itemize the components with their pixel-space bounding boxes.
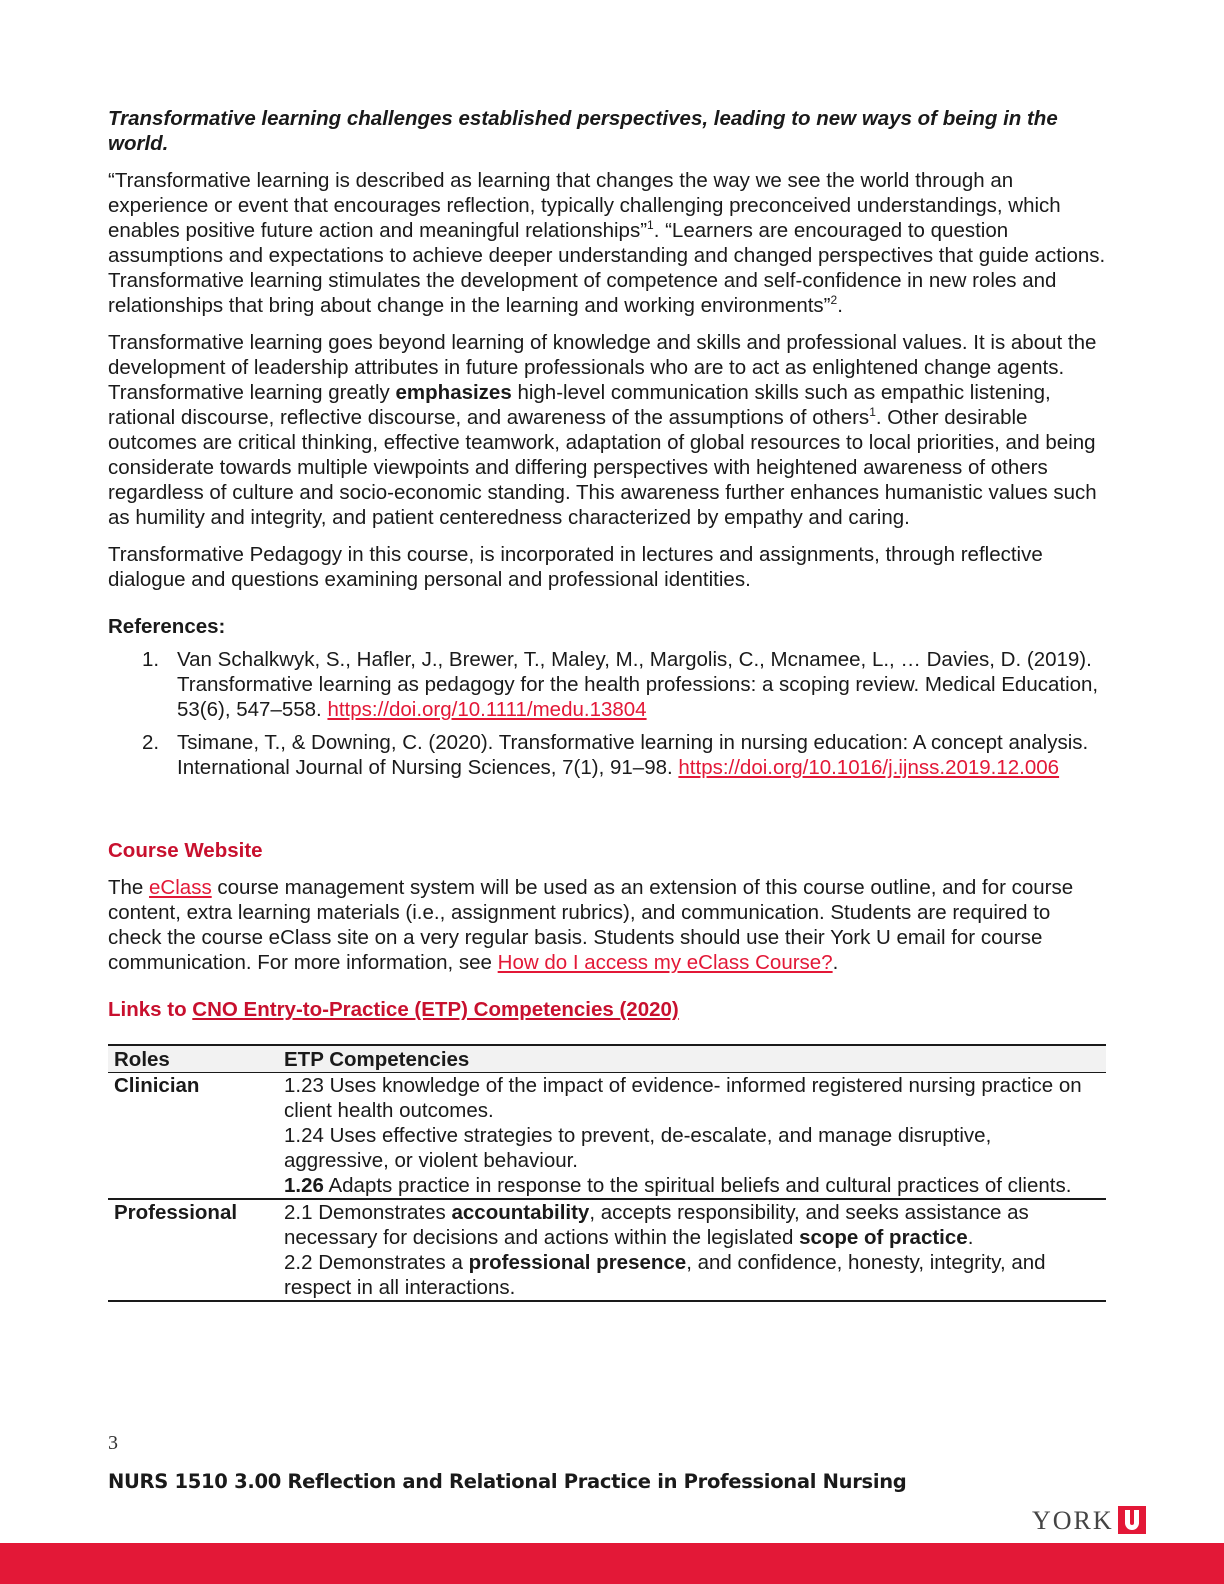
competencies-cell (278, 1199, 1106, 1301)
york-u-mark-icon (1118, 1506, 1146, 1534)
paragraph-pedagogy: Transformative Pedagogy in this course, is incorporated in lectures and assignments, through reflective dialogue and questions examining personal and professional identities. (108, 543, 1043, 591)
competencies-table (108, 1044, 1106, 1302)
paragraph-leadership: Transformative learning goes beyond learning of knowledge and skills and professional values. It is about the development of leadership attributes in future professionals who are to act as enlightened change agents. Transformative learning greatly emphasizes high-level communication skills such as empathic listening, rational discourse, reflective discourse, and awareness of the assumptions of others$^1$. Other desirable outcomes are critical thinking, effective teamwork, adaptation of global resources to local priorities, and being considerate towards multiple viewpoints and differing perspectives with heightened awareness of others regardless of culture and socio-economic standing. This awareness further enhances humanistic values such as humility and integrity, and patient centeredness characterized by empathy and caring. (108, 331, 1097, 529)
logo-wordmark: YORK (1032, 1506, 1114, 1535)
role-professional: Professional (108, 1199, 278, 1301)
table-header-row (108, 1045, 1106, 1073)
reference-doi-link[interactable]: https://doi.org/10.1016/j.ijnss.2019.12.006 (678, 756, 1060, 779)
page-number: 3 (108, 1432, 118, 1454)
references-heading: References: (108, 615, 226, 638)
reference-item: 1. Van Schalkwyk, S., Hafler, J., Brewer, T., Maley, M., Margolis, C., Mcnamee, L., … Davies, D. (2019). Transformative learning as pedagogy for the health professions: a scoping review. Medical Education, 53(6), 547–558. https://doi.org/10.1111/medu.13804 (142, 648, 1099, 721)
eclass-access-help-link[interactable]: How do I access my eClass Course? (497, 951, 833, 974)
footnote-ref: 1 (869, 405, 876, 420)
course-website-heading: Course Website (108, 839, 263, 862)
table-row (108, 1199, 1106, 1301)
table-row (108, 1073, 1106, 1200)
competency-item: 2.1 Demonstrates accountability, accepts responsibility, and seeks assistance as necessary for decisions and actions within the legislated scope of practice. (284, 1201, 1029, 1249)
footnote-ref: 2 (830, 293, 838, 308)
column-header-roles: Roles (108, 1045, 278, 1073)
eclass-link[interactable]: eClass (149, 876, 212, 899)
york-u-logo (1032, 1502, 1146, 1534)
cno-etp-link[interactable]: CNO Entry-to-Practice (ETP) Competencies (2020) (192, 998, 679, 1021)
reference-doi-link[interactable]: https://doi.org/10.1111/medu.13804 (327, 698, 647, 721)
etp-links-heading: Links to CNO Entry-to-Practice (ETP) Competencies (2020) (108, 998, 679, 1021)
document-body (108, 106, 1108, 1302)
footer-course-title: NURS 1510 3.00 Reflection and Relational Practice in Professional Nursing (108, 1470, 907, 1493)
competencies-cell (278, 1073, 1106, 1200)
lead-statement: Transformative learning challenges established perspectives, leading to new ways of being in the world. (108, 107, 1058, 155)
footer-accent-bar (0, 1543, 1224, 1584)
role-clinician: Clinician (114, 1074, 200, 1097)
competency-item: 1.23 Uses knowledge of the impact of evidence- informed registered nursing practice on client health outcomes. (284, 1074, 1082, 1122)
footnote-ref: 1 (647, 218, 654, 233)
competency-item: 1.26 Adapts practice in response to the spiritual beliefs and cultural practices of clients. (284, 1174, 1072, 1197)
reference-item: 2. Tsimane, T., & Downing, C. (2020). Transformative learning in nursing education: A concept analysis. International Journal of Nursing Sciences, 7(1), 91–98. https://doi.org/10.1016/j.ijnss.2019.12.006 (142, 731, 1089, 779)
references-list (108, 647, 1108, 780)
competency-item: 2.2 Demonstrates a professional presence, and confidence, honesty, integrity, and respect in all interactions. (284, 1251, 1046, 1299)
competency-item: 1.24 Uses effective strategies to prevent, de-escalate, and manage disruptive, aggressive, or violent behaviour. (284, 1124, 992, 1172)
column-header-competencies: ETP Competencies (278, 1045, 1106, 1073)
paragraph-definition: “Transformative learning is described as learning that changes the way we see the world through an experience or event that encourages reflection, typically challenging preconceived understandings, which enables positive future action and meaningful relationships”$^1$. “Learners are encouraged to question assumptions and expectations to achieve deeper understanding and changed perspectives that guide actions. Transformative learning stimulates the development of competence and self-confidence in new roles and relationships that bring about change in the learning and working environments”$^2$. (108, 169, 1106, 317)
course-website-paragraph: The eClass course management system will be used as an extension of this course outline, and for course content, extra learning materials (i.e., assignment rubrics), and communication. Students are required to check the course eClass site on a very regular basis. Students should use their York U email for course communication. For more information, see How do I access my eClass Course?. (108, 876, 1074, 974)
